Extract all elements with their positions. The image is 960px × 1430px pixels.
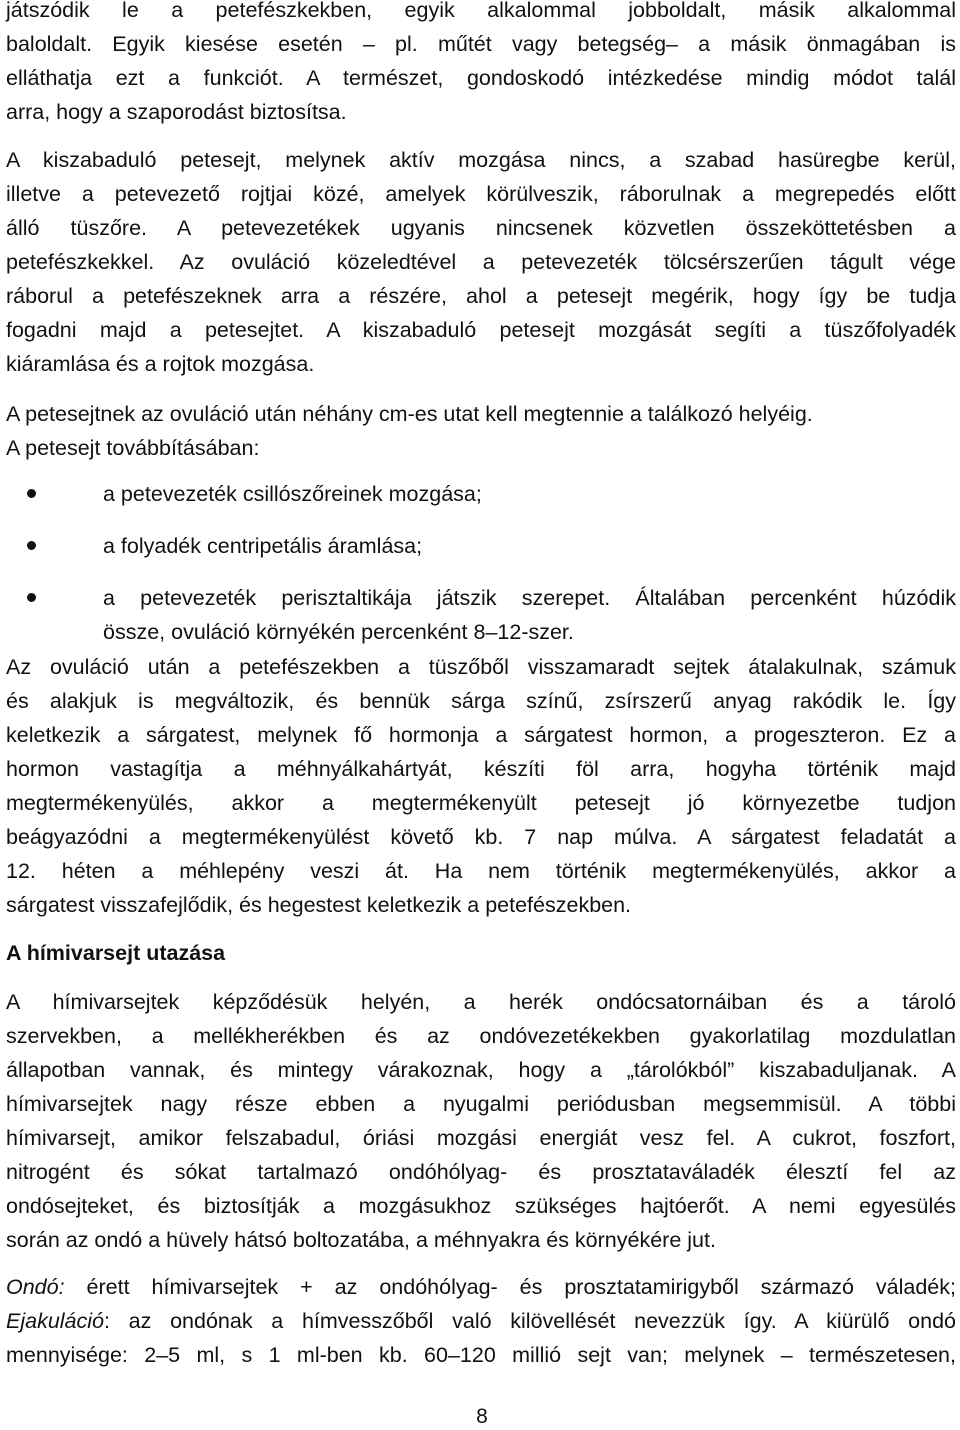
text-line: 12. héten a méhlepény veszi át. Ha nem történik megtermékenyülés, akkor a xyxy=(6,859,956,883)
list-item xyxy=(6,581,956,649)
text-line: baloldalt. Egyik kiesése esetén – pl. műtét vagy betegség– a másik önmagában is xyxy=(6,32,956,56)
bullet-icon xyxy=(27,489,36,498)
paragraph-sperm-travel xyxy=(6,985,956,1257)
term-ejakulacio: Ejakuláció xyxy=(6,1309,104,1333)
text-line: a petevezeték perisztaltikája játszik szerepet. Általában percenként húzódik xyxy=(103,586,956,610)
paragraph-corpus-luteum xyxy=(6,650,956,922)
text-line: hormon vastagítja a méhnyálkahártyát, készíti föl arra, hogyha történik majd xyxy=(6,757,956,781)
text-line: A kiszabaduló petesejt, melynek aktív mozgása nincs, a szabad hasüregbe kerül, xyxy=(6,148,956,172)
text-line: illetve a petevezető rojtjai közé, amelyek körülveszik, ráborulnak a megrepedés előtt xyxy=(6,182,956,206)
text-line: beágyazódni a megtermékenyülést követő kb. 7 nap múlva. A sárgatest feladatát a xyxy=(6,825,956,849)
text-line xyxy=(6,1270,956,1304)
text-line: mennyisége: 2–5 ml, s 1 ml-ben kb. 60–120 millió sejt van; melynek – természetesen, xyxy=(6,1343,956,1367)
text-line: A petesejt továbbításában: xyxy=(6,436,260,460)
text-line: A petesejtnek az ovuláció után néhány cm-es utat kell megtennie a találkozó helyéig. xyxy=(6,402,813,426)
text-line: állapotban vannak, és mintegy várakoznak, hogy a „tárolókból” kiszabaduljanak. A xyxy=(6,1058,956,1082)
text-line: játszódik le a petefészkekben, egyik alkalommal jobboldalt, másik alkalommal xyxy=(6,0,956,22)
definition-text: érett hímivarsejtek + az ondóhólyag- és prosztatamirigyből származó váladék; xyxy=(64,1275,956,1299)
section-heading: A hímivarsejt utazása xyxy=(6,941,226,965)
text-line: arra, hogy a szaporodást biztosítsa. xyxy=(6,100,347,124)
paragraph-egg-release xyxy=(6,143,956,381)
page-number: 8 xyxy=(476,1405,488,1428)
paragraph-definitions xyxy=(6,1270,956,1372)
text-line xyxy=(6,1304,956,1338)
text-line: ráborul a petefészeknek arra a részére, ahol a petesejt megérik, hogy így be tudja xyxy=(6,284,956,308)
text-line: során az ondó a hüvely hátsó boltozatába, a méhnyakra és környékére jut. xyxy=(6,1228,716,1252)
text-line: ondósejteket, és biztosítják a mozgásukhoz szükséges hajtóerőt. A nemi egyesülés xyxy=(6,1194,956,1218)
text-line: sárgatest visszafejlődik, és hegestest keletkezik a petefészekben. xyxy=(6,893,632,917)
text-line: elláthatja ezt a funkciót. A természet, gondoskodó intézkedése mindig módot talál xyxy=(6,66,956,90)
text-line: Az ovuláció után a petefészekben a tüszőből visszamaradt sejtek átalakulnak, számuk xyxy=(6,655,956,679)
paragraph-ovulation-sides xyxy=(6,0,956,129)
term-ondo: Ondó: xyxy=(6,1275,65,1299)
text-line: kiáramlása és a rojtok mozgása. xyxy=(6,352,315,376)
text-line: álló tüszőre. A petevezetékek ugyanis nincsenek közvetlen összeköttetésben a xyxy=(6,216,956,240)
text-line: megtermékenyülés, akkor a megtermékenyült petesejt jó környezetbe tudjon xyxy=(6,791,956,815)
text-line: keletkezik a sárgatest, melynek fő hormonja a sárgatest hormon, a progeszteron. Ez a xyxy=(6,723,956,747)
bullet-list xyxy=(6,477,956,649)
text-line: petefészkekkel. Az ovuláció közeledtével a petevezeték tölcsérszerűen tágult vége xyxy=(6,250,956,274)
list-item xyxy=(6,477,956,511)
list-item xyxy=(6,529,956,563)
bullet-icon xyxy=(27,593,36,602)
text-line: és alakjuk is megváltozik, és bennük sárga színű, zsírszerű anyag rakódik le. Így xyxy=(6,689,956,713)
text-line: szervekben, a mellékherékben és az ondóvezetékekben gyakorlatilag mozdulatlan xyxy=(6,1024,956,1048)
text-line: a petevezeték csillószőreinek mozgása; xyxy=(103,482,482,506)
text-line: hímivarsejt, amikor felszabadul, óriási mozgási energiát vesz fel. A cukrot, foszfort, xyxy=(6,1126,956,1150)
bullet-icon xyxy=(27,541,36,550)
text-line: össze, ovuláció környékén percenként 8–12-szer. xyxy=(103,620,574,644)
text-line: fogadni majd a petesejtet. A kiszabaduló petesejt mozgását segíti a tüszőfolyadék xyxy=(6,318,956,342)
text-line: a folyadék centripetális áramlása; xyxy=(103,534,423,558)
document-page xyxy=(6,0,956,1429)
definition-text: : az ondónak a hímvesszőből való kilövellését nevezzük így. A kiürülő ondó xyxy=(104,1309,956,1333)
text-line: nitrogént és sókat tartalmazó ondóhólyag- és prosztataváladék élesztí fel az xyxy=(6,1160,956,1184)
text-line: hímivarsejtek nagy része ebben a nyugalmi periódusban megsemmisül. A többi xyxy=(6,1092,956,1116)
text-line: A hímivarsejtek képződésük helyén, a herék ondócsatornáiban és a tároló xyxy=(6,990,956,1014)
paragraph-egg-travel xyxy=(6,397,956,465)
